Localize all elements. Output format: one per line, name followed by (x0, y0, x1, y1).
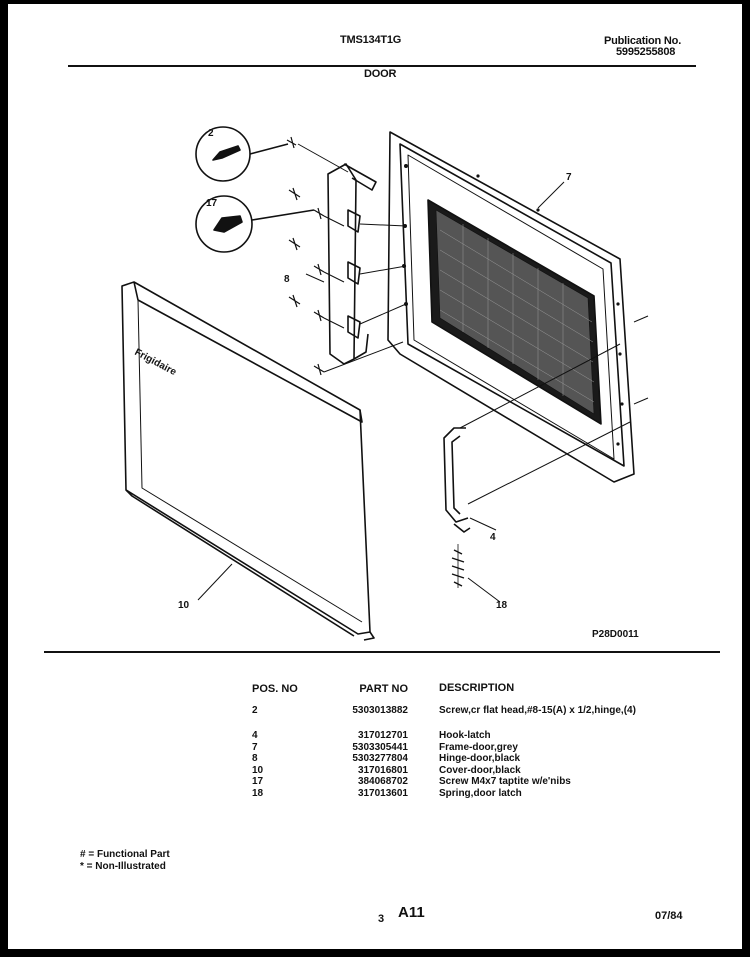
hinge-screws (287, 137, 324, 375)
callout-8: 8 (284, 274, 290, 285)
pos-cell: 8 (252, 753, 258, 764)
callout-2: 2 (208, 128, 214, 139)
door-cover-part (122, 282, 374, 640)
header-description: DESCRIPTION (439, 682, 515, 694)
pos-cell: 17 (252, 776, 264, 787)
exploded-door-diagram (8, 4, 742, 644)
pos-cell: 18 (252, 787, 264, 799)
callout-leaders (198, 182, 564, 602)
part-cell: 317016801 (357, 764, 408, 776)
desc-cell: Screw,cr flat head,#8-15(A) x 1/2,hinge,(4) (439, 705, 636, 716)
door-hinge-part (328, 164, 376, 364)
callout-10: 10 (178, 600, 190, 611)
publication-number: 5995255808 (616, 46, 676, 58)
legend-non-illustrated: * = Non-Illustrated (80, 861, 166, 872)
part-cell: 5303305441 (352, 741, 408, 753)
part-cell: 5303013882 (352, 705, 408, 716)
figure-code: P28D0011 (592, 629, 639, 640)
desc-cell: Hinge-door,black (439, 753, 521, 764)
header-part-no: PART NO (359, 683, 408, 695)
part-cell: 317012701 (357, 730, 408, 741)
desc-cell: Screw M4x7 taptite w/e'nibs (439, 776, 571, 787)
brand-mark: Frigidaire (132, 346, 178, 379)
header-pos-no: POS. NO (252, 683, 298, 695)
parts-page (8, 4, 742, 949)
callout-7: 7 (566, 172, 572, 183)
part-cell: 384068702 (357, 776, 408, 787)
pos-cell: 10 (252, 764, 264, 776)
desc-cell: Hook-latch (439, 730, 491, 741)
part-cell: 317013601 (357, 787, 408, 799)
page-code: A11 (398, 904, 425, 921)
callout-17: 17 (206, 198, 218, 209)
part-cell: 5303277804 (352, 753, 408, 764)
legend-functional: # = Functional Part (80, 849, 170, 860)
latch-spring-part (452, 544, 464, 588)
section-title: DOOR (364, 68, 397, 80)
revision-date: 07/84 (655, 910, 683, 922)
pos-cell: 4 (252, 730, 258, 741)
pos-cell: 7 (252, 741, 258, 753)
hook-latch-part (444, 428, 470, 532)
desc-cell: Cover-door,black (439, 764, 521, 776)
diagram-rule (44, 651, 720, 653)
callout-18: 18 (496, 600, 508, 611)
page-number: 3 (378, 913, 385, 925)
model-number: TMS134T1G (340, 34, 402, 46)
door-frame-part (388, 132, 634, 482)
pos-cell: 2 (252, 705, 258, 716)
publication-label: Publication No. (604, 35, 682, 47)
desc-cell: Frame-door,grey (439, 741, 518, 753)
callout-4: 4 (490, 532, 496, 543)
legend (80, 849, 170, 873)
desc-cell: Spring,door latch (439, 787, 522, 799)
